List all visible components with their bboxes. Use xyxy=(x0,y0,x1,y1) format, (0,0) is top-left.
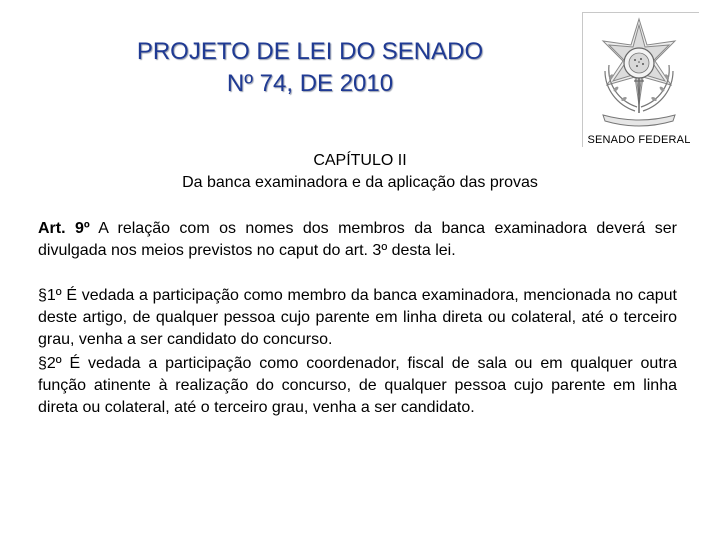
title-line-2: Nº 74, DE 2010 xyxy=(226,70,394,97)
article-text: A relação com os nomes dos membros da banca examinadora deverá ser divulgada nos meios previstos no caput do art. 3º desta lei. xyxy=(38,220,677,259)
section-1-text: É vedada a participação como membro da banca examinadora, mencionada no caput deste artigo, de qualquer pessoa cujo parente em linha direta ou colateral, até o terceiro grau, venha a ser candidato do concurso. xyxy=(38,287,677,348)
brazil-coat-of-arms-icon xyxy=(589,15,689,131)
section-paragraph-2 xyxy=(38,353,677,419)
document-title xyxy=(60,36,560,100)
section-2-label: §2º xyxy=(38,355,62,372)
section-2-text: É vedada a participação como coordenador, fiscal de sala ou em qualquer outra função atinente à realização do concurso, de qualquer pessoa cujo parente em linha direta ou colateral, até o terceiro grau, venha a ser candidato. xyxy=(38,355,677,416)
chapter-subheading: Da banca examinadora e da aplicação das provas xyxy=(182,174,538,191)
section-1-label: §1º xyxy=(38,287,62,304)
seal-caption: SENADO FEDERAL xyxy=(587,134,691,146)
chapter-heading: CAPÍTULO II xyxy=(313,152,407,169)
title-line-1: PROJETO DE LEI DO SENADO xyxy=(136,38,484,65)
article-paragraph xyxy=(38,218,677,262)
article-label: Art. 9º xyxy=(38,220,90,237)
chapter-header xyxy=(60,150,660,194)
senate-seal xyxy=(582,12,699,147)
section-paragraph-1 xyxy=(38,285,677,351)
